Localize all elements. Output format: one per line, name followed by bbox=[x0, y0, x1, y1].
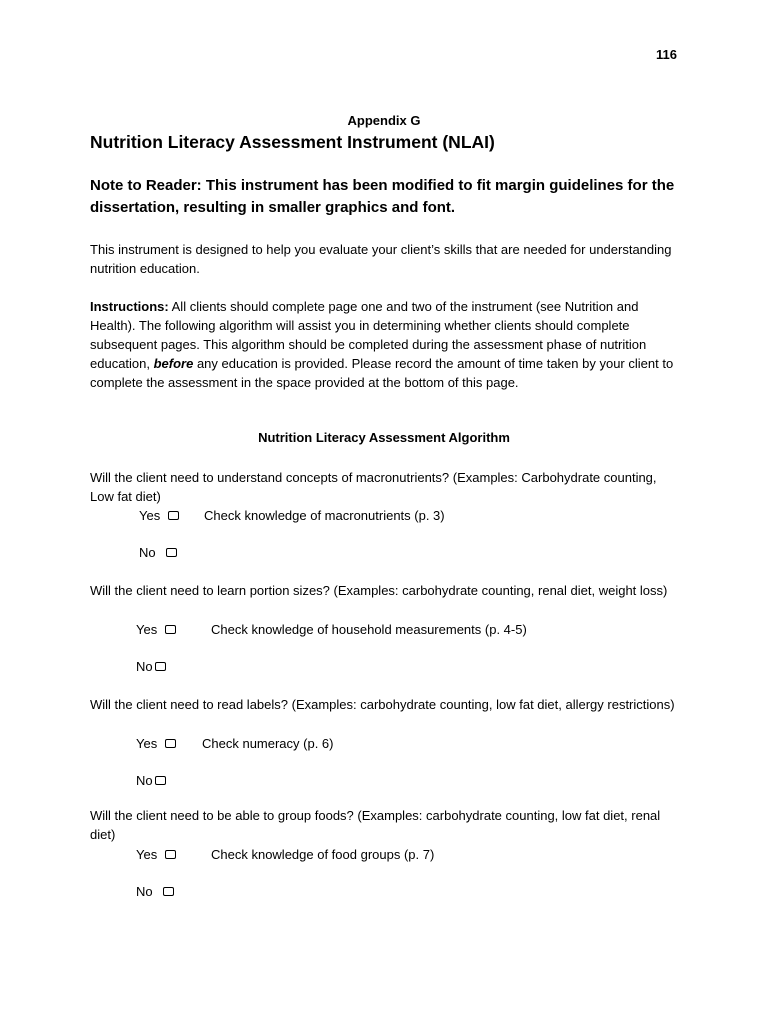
q1-no-row bbox=[139, 543, 177, 562]
q1-yes-checkbox[interactable] bbox=[168, 511, 179, 520]
q4-yes-label: Yes bbox=[136, 847, 158, 862]
q2-no-label: No bbox=[136, 659, 153, 674]
question-3: Will the client need to read labels? (Examples: carbohydrate counting, low fat diet, allergy restrictions) bbox=[90, 697, 675, 712]
question-2: Will the client need to learn portion sizes? (Examples: carbohydrate counting, renal diet, weight loss) bbox=[90, 583, 668, 598]
page-number: 116 bbox=[656, 47, 677, 62]
q3-yes-row bbox=[136, 734, 176, 753]
q1-yes-label: Yes bbox=[139, 508, 161, 523]
q1-no-checkbox[interactable] bbox=[166, 548, 177, 557]
instructions-emphasis: before bbox=[153, 356, 194, 371]
question-4: Will the client need to be able to group foods? (Examples: carbohydrate counting, low fat diet, renal diet) bbox=[90, 808, 661, 842]
q3-no-checkbox[interactable] bbox=[155, 776, 166, 785]
q2-yes-row bbox=[136, 620, 176, 639]
q4-yes-checkbox[interactable] bbox=[165, 850, 176, 859]
q3-yes-checkbox[interactable] bbox=[165, 739, 176, 748]
q1-yes-row bbox=[139, 506, 179, 525]
q2-yes-checkbox[interactable] bbox=[165, 625, 176, 634]
algorithm-title: Nutrition Literacy Assessment Algorithm bbox=[258, 430, 510, 445]
q4-no-checkbox[interactable] bbox=[163, 887, 174, 896]
q4-no-row bbox=[136, 882, 174, 901]
instructions-paragraph bbox=[90, 297, 680, 392]
q4-action: Check knowledge of food groups (p. 7) bbox=[211, 847, 435, 862]
question-1: Will the client need to understand concepts of macronutrients? (Examples: Carbohydrate counting, Low fat diet) bbox=[90, 470, 657, 504]
q2-no-checkbox[interactable] bbox=[155, 662, 166, 671]
appendix-label: Appendix G bbox=[347, 113, 421, 128]
q2-action: Check knowledge of household measurements (p. 4-5) bbox=[211, 622, 527, 637]
q2-yes-label: Yes bbox=[136, 622, 158, 637]
instructions-label: Instructions: bbox=[90, 299, 169, 314]
q1-no-label: No bbox=[139, 545, 156, 560]
document-title: Nutrition Literacy Assessment Instrument (NLAI) bbox=[90, 132, 495, 152]
q3-no-row bbox=[136, 771, 166, 790]
q1-action: Check knowledge of macronutrients (p. 3) bbox=[204, 508, 445, 523]
instructions-text-2: any education is provided. Please record the amount of time taken by your client to complete the assessment in the space provided at the bottom of this page. bbox=[90, 356, 674, 390]
q4-no-label: No bbox=[136, 884, 153, 899]
q3-yes-label: Yes bbox=[136, 736, 158, 751]
q2-no-row bbox=[136, 657, 166, 676]
intro-paragraph: This instrument is designed to help you evaluate your client’s skills that are needed for understanding nutrition education. bbox=[90, 242, 672, 276]
q3-no-label: No bbox=[136, 773, 153, 788]
q4-yes-row bbox=[136, 845, 176, 864]
note-to-reader: Note to Reader: This instrument has been modified to fit margin guidelines for the dissertation, resulting in smaller graphics and font. bbox=[90, 177, 675, 216]
q3-action: Check numeracy (p. 6) bbox=[202, 736, 334, 751]
instructions-text-1: All clients should complete page one and two of the instrument (see Nutrition and Health). The following algorithm will assist you in determining whether clients should complete subsequent pages. This algorithm should be completed during the assessment phase of nutrition education, bbox=[90, 299, 647, 371]
